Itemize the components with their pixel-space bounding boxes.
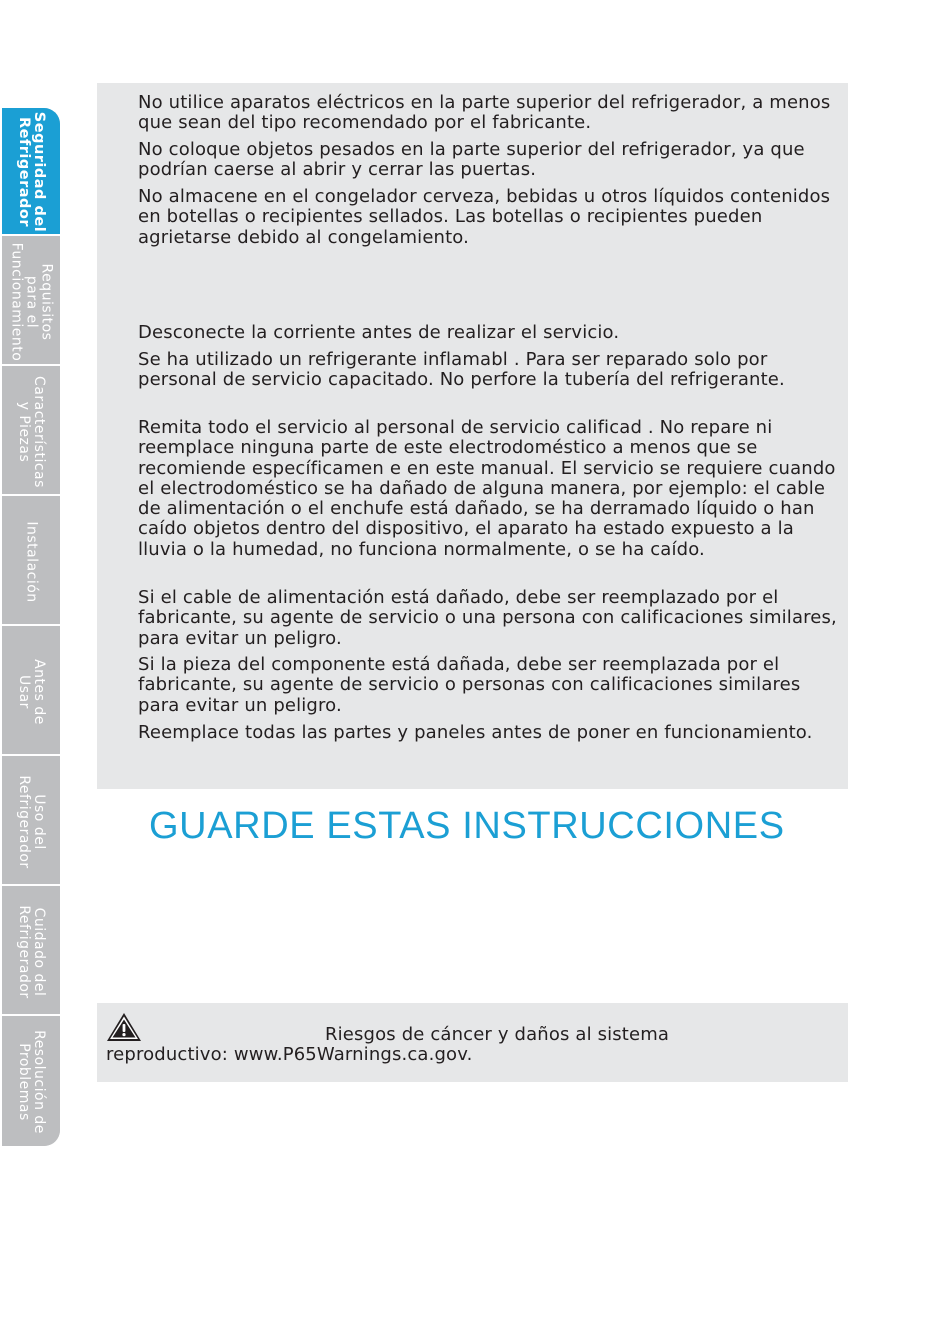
instruction-paragraph: Si la pieza del componente está dañada, debe ser reemplazada por el fabricante, su agente de servicio o personas con calificaciones similares para evitar un peligro. — [138, 654, 801, 716]
tab-label: Seguridad del Refrigerador — [16, 111, 47, 233]
instruction-paragraph: Desconecte la corriente antes de realizar el servicio. — [138, 322, 620, 343]
tab-resolucion-de-problemas[interactable] — [2, 1018, 60, 1146]
prop65-warning-box — [97, 1003, 848, 1082]
instruction-paragraph: No utilice aparatos eléctricos en la parte superior del refrigerador, a menos que sean del tipo recomendado por el fabricante. — [138, 92, 831, 134]
tab-requisitos-para-el-funcionamiento[interactable] — [2, 238, 60, 366]
instruction-paragraph: Remita todo el servicio al personal de servicio calificad . No repare ni reemplace ninguna parte de este electrodoméstico a menos que se recomiende específicamen e en este manual. El servicio se requiere cuando el electrodoméstico se ha dañado de alguna manera, por ejemplo: el cable de alimentación o el enchufe está dañado, se ha derramado líquido o han caído objetos dentro del dispositivo, el aparato ha estado expuesto a la lluvia o la humedad, no funciona normalmente, o se ha caído. — [138, 417, 836, 560]
instruction-paragraph: No coloque objetos pesados en la parte superior del refrigerador, ya que podrían caerse al abrir y cerrar las puertas. — [138, 139, 805, 181]
section-tabs — [2, 108, 60, 1146]
instruction-paragraph: Se ha utilizado un refrigerante inflamabl . Para ser reparado solo por personal de servicio capacitado. No perfore la tubería del refrigerante. — [138, 349, 785, 391]
safety-instructions-panel — [97, 83, 848, 789]
tab-label: Uso del Refrigerador — [16, 775, 47, 869]
tab-antes-de-usar[interactable] — [2, 628, 60, 756]
tab-label: Resolución de Problemas — [16, 1030, 47, 1134]
warning-text-line: reproductivo: www.P65Warnings.ca.gov. — [106, 1044, 473, 1065]
instruction-paragraph: Reemplace todas las partes y paneles antes de poner en funcionamiento. — [138, 722, 813, 743]
tab-label: Instalación — [23, 521, 40, 603]
tab-label: Cuidado del Refrigerador — [16, 905, 47, 999]
warning-text-line: Riesgos de cáncer y daños al sistema — [325, 1024, 670, 1045]
save-instructions-heading: GUARDE ESTAS INSTRUCCIONES — [149, 805, 785, 847]
tab-label: Requisitos para el Funcionamiento — [8, 242, 55, 362]
instruction-paragraph: No almacene en el congelador cerveza, bebidas u otros líquidos contenidos en botellas o recipientes sellados. Las botellas o recipientes pueden agrietarse debido al congelamiento. — [138, 186, 831, 248]
tab-uso-del-refrigerador[interactable] — [2, 758, 60, 886]
instruction-paragraph: Si el cable de alimentación está dañado, debe ser reemplazado por el fabricante, su agente de servicio o una persona con calificaciones similares, para evitar un peligro. — [138, 587, 837, 649]
tab-cuidado-del-refrigerador[interactable] — [2, 888, 60, 1016]
tab-seguridad-del-refrigerador[interactable] — [2, 108, 60, 236]
tab-label: Características y Piezas — [16, 376, 47, 488]
warning-triangle-icon — [106, 1012, 142, 1042]
tab-caracteristicas-y-piezas[interactable] — [2, 368, 60, 496]
tab-instalacion[interactable] — [2, 498, 60, 626]
tab-label: Antes de Usar — [16, 659, 47, 725]
